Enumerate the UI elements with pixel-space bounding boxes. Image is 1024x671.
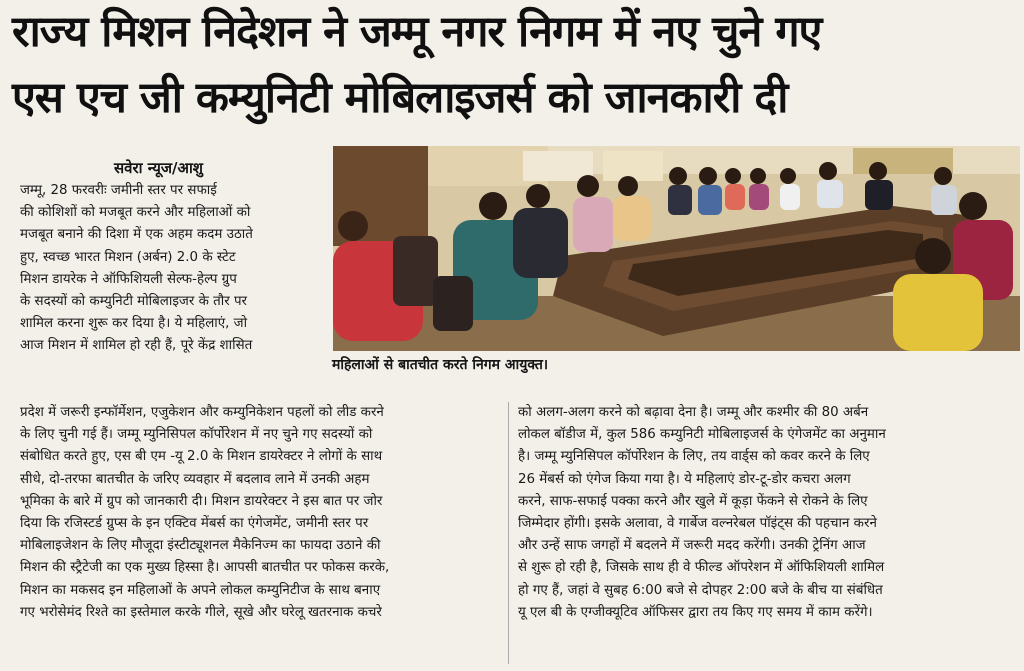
article-line: और उन्हें साफ जगहों में बदलने में जरूरी मदद करेंगी। उनकी ट्रेनिंग आज (518, 538, 866, 554)
meeting-photo (333, 146, 1020, 351)
article-line: मिशन की स्ट्रैटेजी का एक मुख्य हिस्सा है। आपसी बातचीत पर फोकस करके, (20, 560, 390, 576)
headline-line-1: राज्य मिशन निदेशन ने जम्मू नगर निगम में नए चुने गए (12, 7, 822, 57)
article-line: मोबिलाइजेशन के लिए मौजूदा इंस्टीट्यूशनल मैकेनिज्म का फायदा उठाने की (20, 538, 381, 554)
article-line: के लिए चुनी गई हैं। जम्मू म्युनिसिपल कॉर्पोरेशन में नए चुने गए सदस्यों को (20, 427, 373, 443)
article-line: हुए, स्वच्छ भारत मिशन (अर्बन) 2.0 के स्टेट (20, 249, 236, 265)
headline-line-2: एस एच जी कम्युनिटी मोबिलाइजर्स को जानकारी दी (12, 73, 788, 123)
article-line: को अलग-अलग करने को बढ़ावा देना है। जम्मू और कश्मीर की 80 अर्बन (518, 405, 869, 420)
article-column-right (518, 402, 1018, 624)
article-line: आज मिशन में शामिल हो रही हैं, पूरे केंद्र शासित (20, 338, 253, 354)
article-line: मिशन का मकसद इन महिलाओं के अपने लोकल कम्युनिटीज के साथ बनाए (20, 582, 381, 598)
article-line: जिम्मेदार होंगी। इसके अलावा, वे गार्बेज वल्नरेबल पॉइंट्स की पहचान करने (518, 516, 877, 532)
article-line: संबोधित करते हुए, एस बी एम -यू 2.0 के मिशन डायरेक्टर ने लोगों के साथ (20, 449, 383, 465)
article-line: 26 मेंबर्स को एंगेज किया गया है। ये महिलाएं डोर-टू-डोर कचरा अलग (518, 471, 851, 487)
article-line: दिया कि रजिस्टर्ड ग्रुप्स के इन एक्टिव मेंबर्स का एंगेजमेंट, जमीनी स्तर पर (20, 516, 369, 532)
article-line: प्रदेश में जरूरी इन्फॉर्मेशन, एजुकेशन और कम्युनिकेशन पहलों को लीड करने (20, 405, 384, 420)
article-line: यू एल बी के एग्जीक्यूटिव ऑफिसर द्वारा तय किए गए समय में काम करेंगे। (518, 604, 873, 620)
article-line: है। जम्मू म्युनिसिपल कॉर्पोरेशन के लिए, तय वार्ड्स को कवर करने के लिए (518, 449, 870, 465)
article-line: जम्मू, 28 फरवरीः जमीनी स्तर पर सफाई (20, 183, 217, 198)
column-divider (508, 402, 509, 664)
photo-caption: महिलाओं से बातचीत करते निगम आयुक्त। (330, 352, 1022, 378)
article-column-left-top (20, 180, 324, 358)
article-line: करने, साफ-सफाई पक्का करने और खुले में कूड़ा फेंकने से रोकने के लिए (518, 493, 868, 509)
article-line: सीधे, दो-तरफा बातचीत के जरिए व्यवहार में बदलाव लाने में उनकी अहम (20, 471, 370, 487)
meeting-photo-illustration (333, 146, 1020, 351)
article-line: की कोशिशों को मजबूत करने और महिलाओं को (20, 205, 251, 221)
article-line: से शुरू हो रही है, जिसके साथ ही वे फील्ड ऑपरेशन में ऑफिशियली शामिल (518, 560, 885, 576)
article-line: भूमिका के बारे में ग्रुप को जानकारी दी। मिशन डायरेक्टर ने इस बात पर जोर (20, 493, 383, 509)
article-line: गए भरोसेमंद रिश्ते का इस्तेमाल करके गीले, सूखे और घरेलू खतरनाक कचरे (20, 604, 382, 620)
article-line: लोकल बॉडीज में, कुल 586 कम्युनिटी मोबिलाइजर्स के एंगेजमेंट का अनुमान (518, 427, 886, 443)
article-column-left-bottom (20, 402, 498, 624)
article-line: मजबूत बनाने की दिशा में एक अहम कदम उठाते (20, 227, 253, 243)
article-line: हो गए हैं, जहां वे सुबह 6:00 बजे से दोपहर 2:00 बजे के बीच या संबंधित (518, 582, 883, 598)
article-line: शामिल करना शुरू कर दिया है। ये महिलाएं, जो (20, 316, 248, 332)
article-line: मिशन डायरेक ने ऑफिशियली सेल्फ-हेल्प ग्रुप (20, 271, 237, 287)
article-line: के सदस्यों को कम्युनिटी मोबिलाइजर के तौर पर (20, 294, 248, 310)
byline: सवेरा न्यूज/आशु (114, 159, 203, 177)
